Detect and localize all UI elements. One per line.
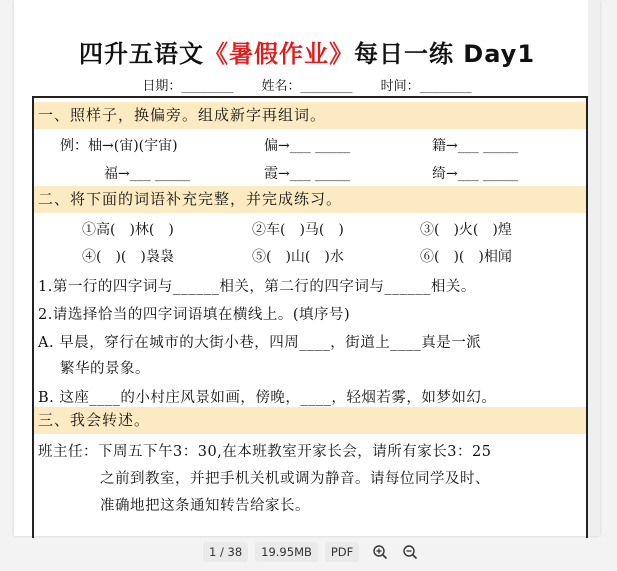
s2-qa2: 繁华的景象。: [60, 361, 150, 377]
s2-qb: B. 这座____的小村庄风景如画，傍晚，____，轻烟若雾，如梦如幻。: [38, 390, 497, 406]
s1-r1-c1: 例：柚→(宙)(宇宙): [60, 138, 178, 154]
s2-q2: 2.请选择恰当的四字词语填在横线上。(填序号): [38, 307, 351, 323]
s2-q1: 1.第一行的四字词与______相关，第二行的四字词与______相关。: [38, 279, 476, 295]
s2-r1-c3: ③( )火( )煌: [420, 222, 512, 238]
s2-qa1: A. 早晨，穿行在城市的大街小巷，四周____，街道上____真是一派: [38, 335, 482, 351]
s3-p3: 准确地把这条通知转告给家长。: [100, 498, 310, 514]
title-highlight: 《暑假作业》: [203, 40, 354, 68]
s1-r1-c2: 偏→___ _____: [264, 138, 351, 154]
s3-p2: 之前到教室，并把手机关机或调为静音。请每位同学及时、: [100, 471, 490, 487]
s1-r2-c1: 福→___ _____: [104, 166, 191, 182]
zoom-out-icon[interactable]: [402, 544, 418, 560]
page-indicator: 1 / 38: [203, 542, 248, 562]
meta-line: [14, 75, 600, 94]
s2-r2-c3: ⑥( )( )相闻: [420, 249, 512, 265]
s2-r2-c1: ④( )( )袅袅: [82, 249, 174, 265]
page-title: [14, 34, 600, 69]
file-size: 19.95MB: [255, 542, 318, 562]
section2-heading: 二、将下面的词语补充完整，并完成练习。: [34, 186, 586, 213]
s1-r2-c3: 绮→___ _____: [432, 166, 519, 182]
section1-heading: 一、照样子，换偏旁。组成新字再组词。: [34, 102, 586, 129]
title-prefix: 四升五语文: [78, 40, 204, 68]
zoom-in-icon[interactable]: [372, 544, 388, 560]
meta-date: 日期：________: [142, 79, 234, 94]
meta-time: 时间：________: [380, 79, 472, 94]
file-type: PDF: [325, 542, 359, 562]
document-page: [14, 0, 600, 536]
s2-r1-c1: ①高( )林( ): [82, 222, 174, 238]
s3-p1: 班主任：下周五下午3：30,在本班教室开家长会，请所有家长3：25: [38, 444, 492, 460]
section3-heading: 三、我会转述。: [34, 407, 586, 434]
s2-r2-c2: ⑤( )山( )水: [252, 249, 344, 265]
s2-r1-c2: ②车( )马( ): [252, 222, 344, 238]
s1-r1-c3: 籍→___ _____: [432, 138, 519, 154]
s1-r2-c2: 霞→___ _____: [264, 166, 351, 182]
viewer-toolbar: [203, 541, 426, 563]
meta-name: 姓名：________: [261, 79, 353, 94]
title-suffix: 每日一练 Day1: [353, 40, 536, 68]
exercise-frame: [32, 96, 588, 538]
